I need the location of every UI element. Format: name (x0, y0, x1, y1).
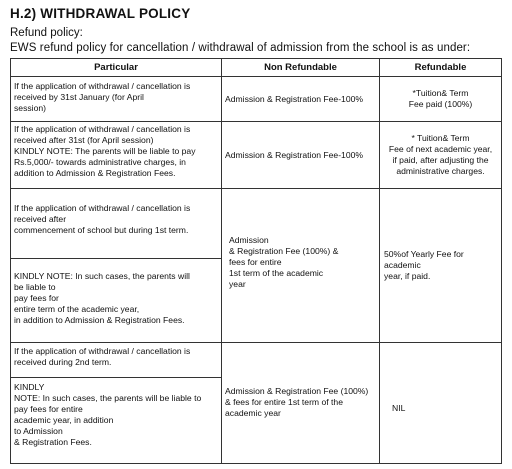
row1-non-refundable (221, 76, 380, 122)
intro-text: EWS refund policy for cancellation / withdrawal of admission from the school is as under: (10, 42, 471, 54)
section-title: H.2) WITHDRAWAL POLICY (10, 6, 191, 21)
row3-non-refundable: Admission & Registration Fee (100%) & fees for entire 1st term of the academic year (221, 188, 380, 343)
row2-non-refundable (221, 121, 380, 189)
row1-non-refundable-text: Admission & Registration Fee-100% (225, 93, 364, 104)
refund-policy-label: Refund policy: (10, 27, 83, 39)
row4-particular-a: If the application of withdrawal / cancellation is received during 2nd term. (10, 342, 222, 378)
row3-refundable: 50%of Yearly Fee for academic year, if paid. (379, 188, 502, 343)
row3-particular-b: KINDLY NOTE: In such cases, the parents will be liable to pay fees for entire term of the academic year, in addition to Admission & Registration Fees. (10, 258, 222, 343)
row2-non-refundable-text: Admission & Registration Fee-100% (225, 149, 364, 160)
row4-refundable: NIL (379, 342, 502, 464)
row1-refundable-text: *Tuition& Term Fee paid (100%) (408, 88, 473, 109)
header-non-refundable: Non Refundable (221, 58, 380, 77)
header-refundable: Refundable (379, 58, 502, 77)
row1-refundable (379, 76, 502, 122)
row2-particular: If the application of withdrawal / cancellation is received after 31st (for April session) KINDLY NOTE: The parents will be liable to pay Rs.5,000/- towards administrative charges, in addition to Admission & Registration Fees. (10, 121, 222, 189)
row1-particular: If the application of withdrawal / cancellation is received by 31st January (for April session) (10, 76, 222, 122)
row2-refundable (379, 121, 502, 189)
row2-refundable-text: * Tuition& Term Fee of next academic year, if paid, after adjusting the administrative charges. (388, 133, 493, 176)
header-particular: Particular (10, 58, 222, 77)
row4-non-refundable: Admission & Registration Fee (100%) & fees for entire 1st term of the academic year (221, 342, 380, 464)
row3-particular-a: If the application of withdrawal / cancellation is received after commencement of school but during 1st term. (10, 188, 222, 259)
row4-particular-b: KINDLY NOTE: In such cases, the parents will be liable to pay fees for entire academic year, in addition to Admission & Registration Fees. (10, 377, 222, 464)
